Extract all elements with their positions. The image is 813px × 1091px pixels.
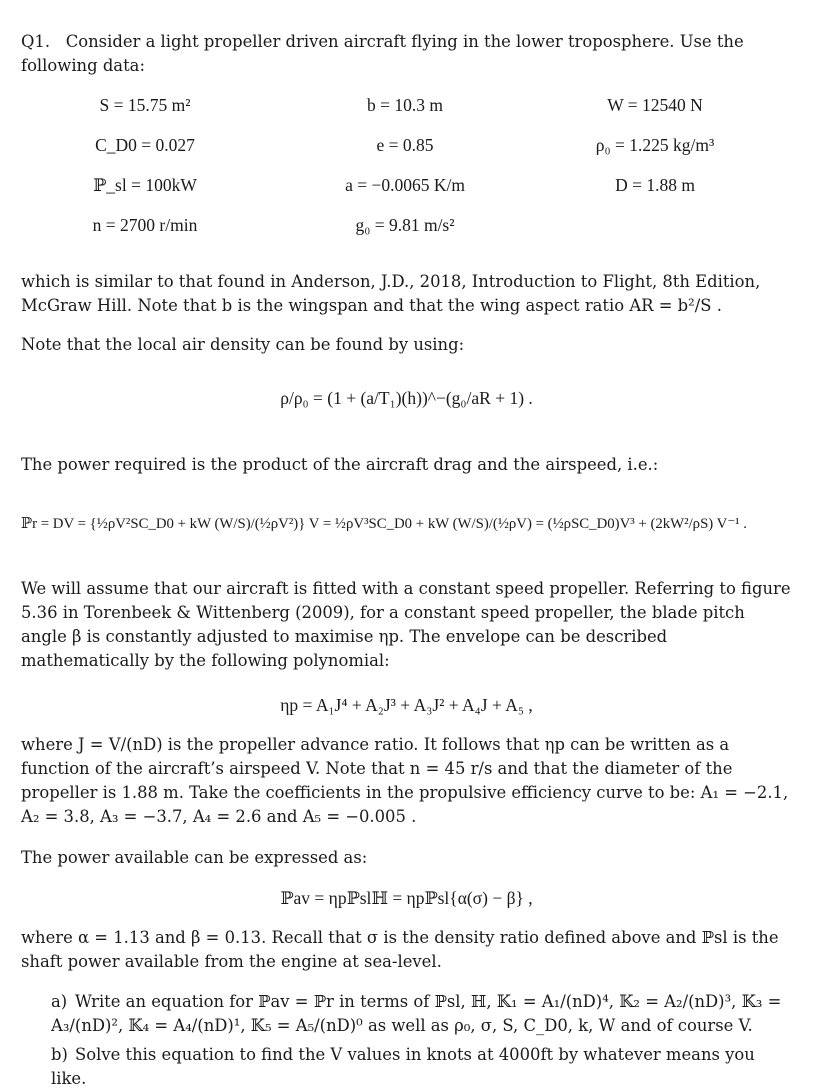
data-a: a = −0.0065 K/m [345, 175, 465, 195]
data-psl: ℙ_sl = 100kW [93, 175, 197, 195]
question-intro-text: Consider a light propeller driven aircraft flying in the lower troposphere. Use the following data: [21, 32, 744, 75]
paragraph-advance-ratio: where J = V/(nD) is the propeller advance ratio. It follows that ηp can be written as a function of the aircraft’s airspeed V. Note that n = 45 r/s and that the diameter of the propeller is 1.88 m. Take the coefficients in the propulsive efficiency curve to be: A₁ = −2.1, A₂ = 3.8, A₃ = −3.7, A₄ = 2.6 and A₅ = −0.005 . [21, 735, 789, 826]
data-rho0: ρ₀ = 1.225 kg/m³ [595, 135, 715, 155]
paragraph-density-note: Note that the local air density can be found by using: [21, 335, 465, 354]
data-s: S = 15.75 m² [99, 95, 191, 115]
data-cd0: C_D0 = 0.027 [95, 135, 195, 155]
paragraph-constant-speed-propeller: We will assume that our aircraft is fitted with a constant speed propeller. Referring to figure 5.36 in Torenbeek & Wittenberg (2009), for a constant speed propeller, the blade pitch angle β is constantly adjusted to maximise ηp. The envelope can be described mathematically by the following polynomial: [21, 579, 791, 670]
paragraph-anderson: which is similar to that found in Anderson, J.D., 2018, Introduction to Flight, 8th Edition, McGraw Hill. Note that b is the wingspan and that the wing aspect ratio AR = b²/S . [21, 272, 761, 315]
data-d: D = 1.88 m [615, 175, 695, 195]
formula-power-available: ℙav = ηpℙslℍ = ηpℙsl{α(σ) − β} , [280, 888, 533, 908]
data-n: n = 2700 r/min [92, 215, 198, 235]
task-b-text: Solve this equation to find the V values in knots at 4000ft by whatever means you like. [51, 1045, 755, 1088]
task-b [51, 1043, 791, 1091]
question-number: Q1. [21, 32, 51, 51]
task-a-text: Write an equation for ℙav = ℙr in terms of ℙsl, ℍ, 𝕂₁ = A₁/(nD)⁴, 𝕂₂ = A₂/(nD)³, 𝕂₃ = A₃/(nD)², 𝕂₄ = A₄/(nD)¹, 𝕂₅ = A₅/(nD)⁰ as well as ρ₀, σ, S, C_D0, k, W and of course V. [51, 992, 782, 1035]
data-w: W = 12540 N [607, 95, 703, 115]
formula-power-required: ℙr = DV = {½ρV²SC_D0 + kW (W/S)/(½ρV²)} V = ½ρV³SC_D0 + kW (W/S)/(½ρV) = (½ρSC_D0)V³ + (2kW²/ρS) V⁻¹ . [21, 516, 747, 532]
paragraph-power-required: The power required is the product of the aircraft drag and the airspeed, i.e.: [21, 455, 659, 474]
task-a-label: a) [51, 992, 68, 1011]
data-b: b = 10.3 m [367, 95, 443, 115]
paragraph-power-available: The power available can be expressed as: [21, 848, 368, 867]
formula-density: ρ/ρ₀ = (1 + (a/T₁)(h))^−(g₀/aR + 1) . [280, 388, 533, 408]
task-b-label: b) [51, 1045, 68, 1064]
paragraph-alpha-beta: where α = 1.13 and β = 0.13. Recall that σ is the density ratio defined above and ℙsl is the shaft power available from the engine at sea-level. [21, 928, 779, 971]
question-intro [21, 30, 791, 78]
formula-propulsive-efficiency: ηp = A₁J⁴ + A₂J³ + A₃J² + A₄J + A₅ , [280, 695, 533, 715]
data-e: e = 0.85 [376, 135, 434, 155]
task-a [51, 990, 791, 1038]
data-g0: g₀ = 9.81 m/s² [355, 215, 455, 235]
